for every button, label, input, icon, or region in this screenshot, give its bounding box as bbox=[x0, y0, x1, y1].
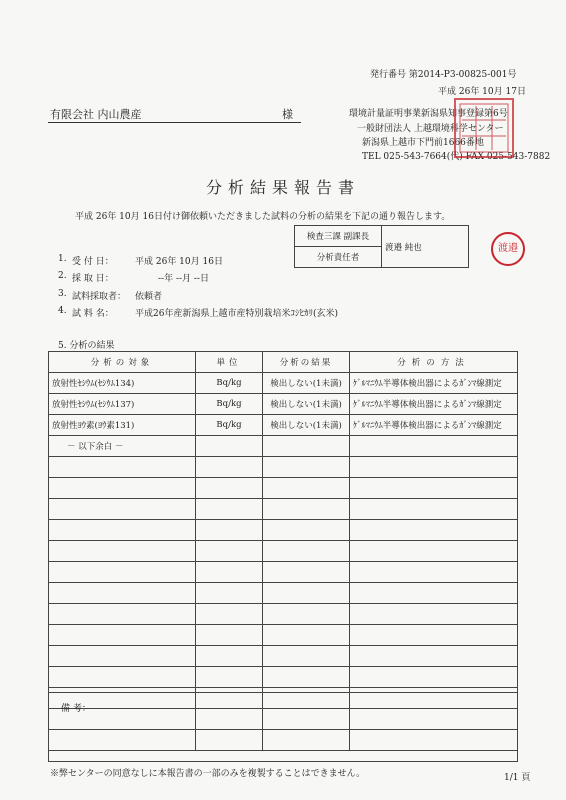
header-method: 分析の方法 bbox=[350, 352, 518, 373]
issuer-tel: TEL 025-543-7664(代) FAX 025-543-7882 bbox=[362, 152, 551, 162]
item-value: 平成26年産新潟県上越市産特別栽培米ｺｼﾋｶﾘ(玄米) bbox=[135, 309, 338, 319]
blank-row bbox=[49, 646, 518, 667]
cell-unit bbox=[196, 436, 263, 457]
cell-target: － 以下余白 － bbox=[49, 436, 196, 457]
blank-row bbox=[49, 667, 518, 688]
remarks-label: 備 考： bbox=[61, 704, 91, 714]
item-number: 3. bbox=[58, 289, 67, 299]
blank-row bbox=[49, 583, 518, 604]
cell-target: 放射性ﾖｳ素(ﾖｳ素131) bbox=[49, 415, 196, 436]
page-number: 1/1 頁 bbox=[504, 773, 531, 783]
document-title: 分析結果報告書 bbox=[205, 178, 360, 197]
issuer-address: 新潟県上越市下門前1666番地 bbox=[362, 138, 484, 148]
blank-row bbox=[49, 625, 518, 646]
table-row bbox=[49, 394, 518, 415]
intro-text: 平成 26年 10月 16日付け御依頼いただきました試料の分析の結果を下記の通り報告します。 bbox=[75, 212, 451, 222]
approval-row bbox=[295, 226, 469, 247]
cell-target: 放射性ｾｼｳﾑ(ｾｼｳﾑ137) bbox=[49, 394, 196, 415]
item-value: --年 --月 --日 bbox=[158, 274, 209, 284]
cell-target: 放射性ｾｼｳﾑ(ｾｼｳﾑ134) bbox=[49, 373, 196, 394]
approval-label: 分析責任者 bbox=[295, 247, 382, 268]
blank-row bbox=[49, 457, 518, 478]
company-seal bbox=[454, 98, 514, 158]
approval-value: 渡邉 純也 bbox=[382, 226, 469, 268]
header-target: 分析の対象 bbox=[49, 352, 196, 373]
cell-method: ｹﾞﾙﾏﾆｳﾑ半導体検出器によるｶﾞﾝﾏ線測定 bbox=[350, 415, 518, 436]
blank-row bbox=[49, 541, 518, 562]
table-row bbox=[49, 415, 518, 436]
blank-row bbox=[49, 604, 518, 625]
blank-row bbox=[49, 499, 518, 520]
cell-method: ｹﾞﾙﾏﾆｳﾑ半導体検出器によるｶﾞﾝﾏ線測定 bbox=[350, 373, 518, 394]
issue-date: 平成 26年 10月 17日 bbox=[438, 87, 526, 97]
item-number: 2. bbox=[58, 271, 67, 281]
header-result: 分析の結果 bbox=[263, 352, 350, 373]
item-value: 依頼者 bbox=[135, 292, 163, 302]
blank-row bbox=[49, 520, 518, 541]
cell-result: 検出しない(1未満) bbox=[263, 415, 350, 436]
seal-pattern bbox=[456, 100, 512, 156]
addressee-underline bbox=[48, 122, 301, 123]
results-table bbox=[48, 351, 518, 751]
addressee-name: 有限会社 内山農産 bbox=[50, 108, 142, 121]
issue-number: 発行番号 第2014-P3-00825-001号 bbox=[370, 70, 517, 80]
approval-table bbox=[294, 225, 469, 268]
footer-notice: ※弊センターの同意なしに本報告書の一部のみを複製することはできません。 bbox=[50, 769, 366, 779]
blank-row bbox=[49, 478, 518, 499]
item-label: 採 取 日： bbox=[72, 274, 114, 284]
cell-method bbox=[350, 436, 518, 457]
blank-row bbox=[49, 562, 518, 583]
issuer-registration: 環境計量証明事業新潟県知事登録第6号 bbox=[349, 109, 508, 119]
item-number: 1. bbox=[58, 254, 67, 264]
addressee-honorific: 様 bbox=[282, 108, 293, 121]
item-label: 試 料 名： bbox=[72, 309, 114, 319]
item-number: 4. bbox=[58, 306, 67, 316]
approval-label: 検査三課 副課長 bbox=[295, 226, 382, 247]
cell-result: 検出しない(1未満) bbox=[263, 373, 350, 394]
table-row bbox=[49, 373, 518, 394]
issuer-organization: 一般財団法人 上越環境科学センター bbox=[357, 124, 504, 134]
cell-result bbox=[263, 436, 350, 457]
item-label: 受 付 日： bbox=[72, 257, 114, 267]
cell-unit: Bq/kg bbox=[196, 373, 263, 394]
item-label: 試料採取者： bbox=[72, 292, 127, 302]
remarks-box bbox=[48, 692, 518, 762]
table-row bbox=[49, 436, 518, 457]
results-section-label: 5. 分析の結果 bbox=[58, 341, 115, 351]
cell-unit: Bq/kg bbox=[196, 394, 263, 415]
cell-unit: Bq/kg bbox=[196, 415, 263, 436]
header-unit: 単位 bbox=[196, 352, 263, 373]
cell-method: ｹﾞﾙﾏﾆｳﾑ半導体検出器によるｶﾞﾝﾏ線測定 bbox=[350, 394, 518, 415]
personal-seal: 渡邉 bbox=[491, 232, 525, 266]
cell-result: 検出しない(1未満) bbox=[263, 394, 350, 415]
results-header-row bbox=[49, 352, 518, 373]
item-value: 平成 26年 10月 16日 bbox=[135, 257, 223, 267]
